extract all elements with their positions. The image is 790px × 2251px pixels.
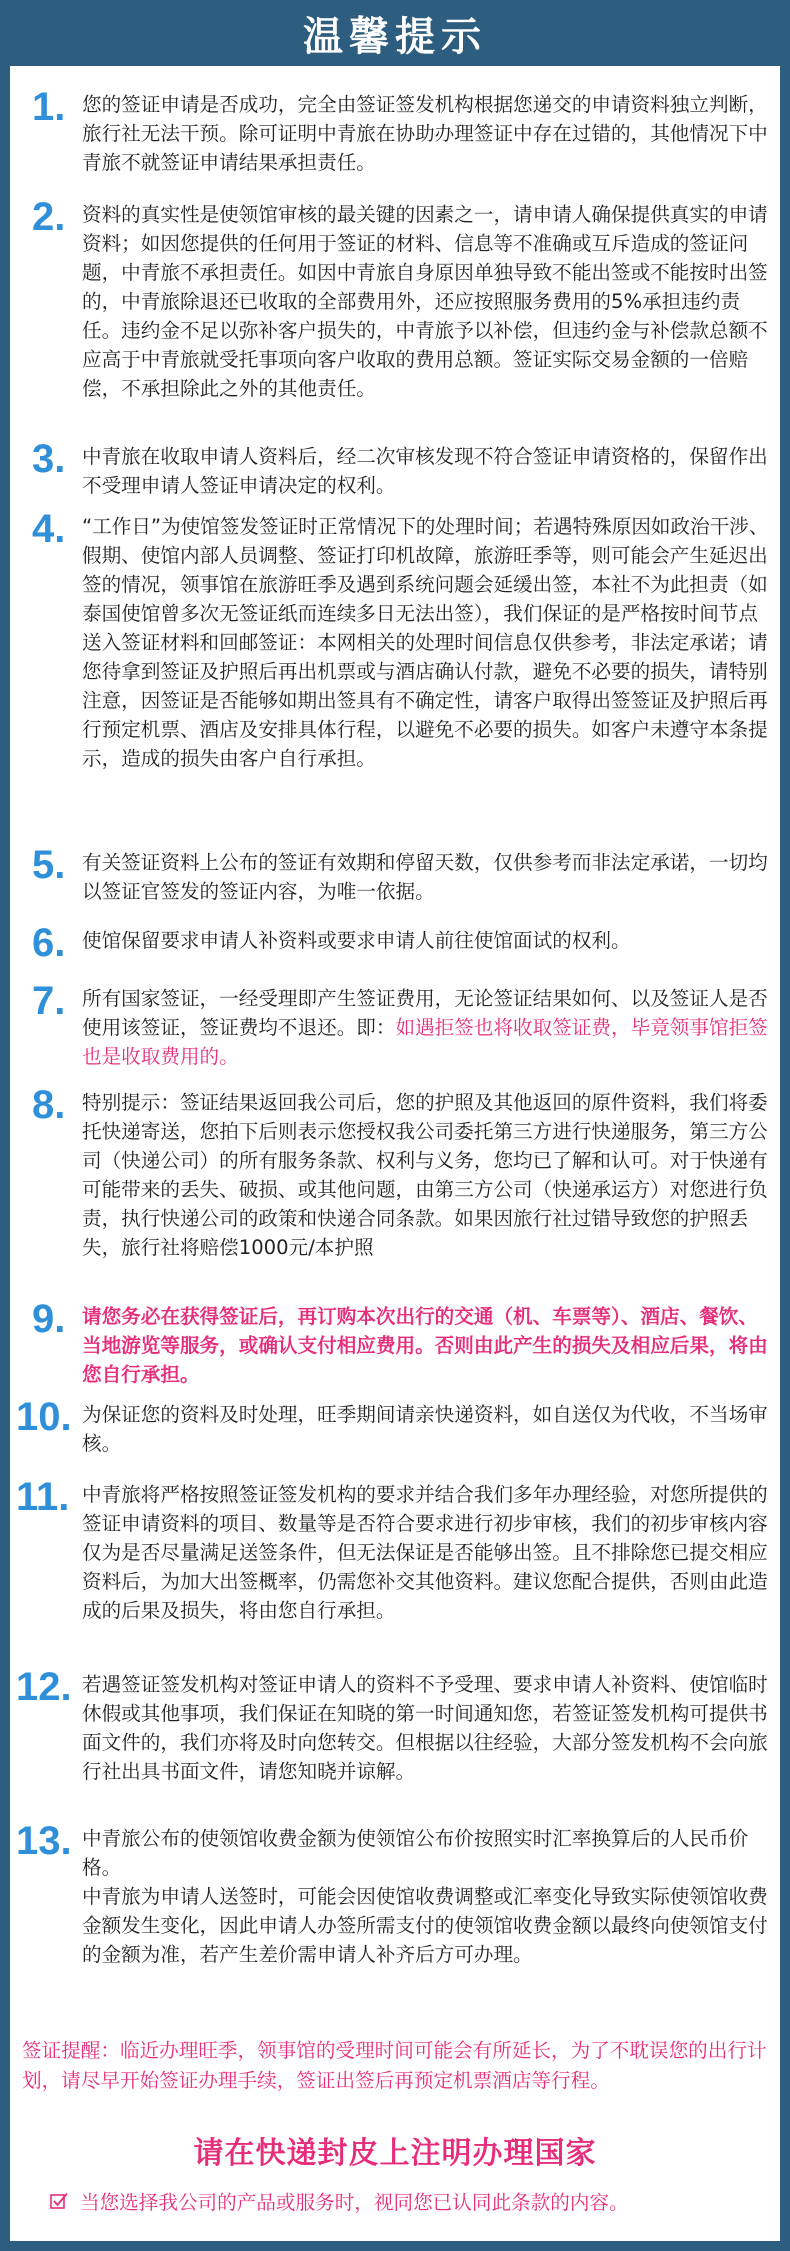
item-number: 10. xyxy=(16,1395,72,1439)
visa-reminder: 签证提醒：临近办理旺季，领事馆的受理时间可能会有所延长，为了不耽误您的出行计划，请尽早开始签证办理手续，签证出签后再预定机票酒店等行程。 xyxy=(22,2039,767,2092)
item-number: 4. xyxy=(32,507,66,551)
item-text: 为保证您的资料及时处理，旺季期间请亲快递资料，如自送仅为代收，不当场审核。 xyxy=(82,1403,768,1455)
item-text-warning: 请您务必在获得签证后，再订购本次出行的交通（机、车票等）、酒店、餐饮、当地游览等服务，或确认支付相应费用。否则由此产生的损失及相应后果，将由您自行承担。 xyxy=(82,1305,768,1386)
item-number: 13. xyxy=(16,1819,72,1863)
checkbox-icon xyxy=(50,2192,68,2210)
item-text: 使馆保留要求申请人补资料或要求申请人前往使馆面试的权利。 xyxy=(82,929,631,952)
item-text: “工作日”为使馆签发签证时正常情况下的处理时间；若遇特殊原因如政治干涉、假期、使馆内部人员调整、签证打印机故障，旅游旺季等，则可能会产生延迟出签的情况，领事馆在旅游旺季及遇到系统问题会延缓出签，本社不为此担责（如泰国使馆曾多次无签证纸而连续多日无法出签），我们保证的是严格按时间节点送入签证材料和回邮签证：本网相关的处理时间信息仅供参考，非法定承诺；请您待拿到签证及护照后再出机票或与酒店确认付款，避免不必要的损失，请特别注意，因签证是否能够如期出签具有不确定性，请客户取得出签签证及护照后再行预定机票、酒店及安排具体行程，以避免不必要的损失。如客户未遵守本条提示，造成的损失由客户自行承担。 xyxy=(82,515,769,770)
footer-note-text: 当您选择我公司的产品或服务时，视同您已认同此条款的内容。 xyxy=(80,2191,629,2214)
footer-note xyxy=(50,2186,770,2215)
item-number: 3. xyxy=(32,437,66,481)
footer-title: 请在快递封皮上注明办理国家 xyxy=(193,2136,597,2171)
item-number: 9. xyxy=(32,1297,66,1341)
item-text: 资料的真实性是使领馆审核的最关键的因素之一，请申请人确保提供真实的申请资料；如因您提供的任何用于签证的材料、信息等不准确或互斥造成的签证问题，中青旅不承担责任。如因中青旅自身原因单独导致不能出签或不能按时出签的，中青旅除退还已收取的全部费用外，还应按照服务费用的5%承担违约责任。违约金不足以弥补客户损失的，中青旅予以补偿，但违约金与补偿款总额不应高于中青旅就受托事项向客户收取的费用总额。签证实际交易金额的一倍赔偿，不承担除此之外的其他责任。 xyxy=(82,203,768,400)
item-text: 若遇签证签发机构对签证申请人的资料不予受理、要求申请人补资料、使馆临时休假或其他事项，我们保证在知晓的第一时间通知您，若签证签发机构可提供书面文件的，我们亦将及时向您转交。但根据以往经验，大部分签发机构不会向旅行社出具书面文件，请您知晓并谅解。 xyxy=(82,1673,768,1783)
item-number: 5. xyxy=(32,843,66,887)
item-text xyxy=(82,984,772,1071)
item-text-part-1: 中青旅公布的使领馆收费金额为使领馆公布价按照实时汇率换算后的人民币价格。 xyxy=(82,1827,749,1879)
item-number: 8. xyxy=(32,1083,66,1127)
notice-panel xyxy=(10,66,780,2241)
item-number: 6. xyxy=(32,921,66,965)
item-text-highlight: 如遇拒签也将收取签证费，毕竟领事馆拒签也是收取费用的。 xyxy=(82,1016,768,1068)
item-text-part-2: 中青旅为申请人送签时，可能会因使馆收费调整或汇率变化导致实际使领馆收费金额发生变化，因此申请人办签所需支付的使领馆收费金额以最终向使领馆支付的金额为准，若产生差价需申请人补齐后方可办理。 xyxy=(82,1885,768,1966)
item-text xyxy=(82,1824,772,1969)
item-text: 有关签证资料上公布的签证有效期和停留天数，仅供参考而非法定承诺，一切均以签证官签发的签证内容，为唯一依据。 xyxy=(82,851,768,903)
item-text: 特别提示：签证结果返回我公司后，您的护照及其他返回的原件资料，我们将委托快递寄送，您拍下后则表示您授权我公司委托第三方进行快递服务，第三方公司（快递公司）的所有服务条款、权利与义务，您均已了解和认可。对于快递有可能带来的丢失、破损、或其他问题，由第三方公司（快递承运方）对您进行负责，执行快递公司的政策和快递合同条款。如果因旅行社过错导致您的护照丢失，旅行社将赔偿1000元/本护照 xyxy=(82,1091,768,1259)
item-text: 中青旅在收取申请人资料后，经二次审核发现不符合签证申请资格的，保留作出不受理申请人签证申请决定的权利。 xyxy=(82,445,768,497)
item-text-plain: 所有国家签证，一经受理即产生签证费用，无论签证结果如何、以及签证人是否使用该签证，签证费均不退还。即： xyxy=(82,987,768,1039)
page-header xyxy=(0,0,790,66)
page-title: 温馨提示 xyxy=(303,13,487,60)
item-text: 您的签证申请是否成功，完全由签证签发机构根据您递交的申请资料独立判断，旅行社无法干预。除可证明中青旅在协助办理签证中存在过错的，其他情况下中青旅不就签证申请结果承担责任。 xyxy=(82,93,768,174)
item-number: 12. xyxy=(16,1665,72,1709)
item-number: 7. xyxy=(32,979,66,1023)
item-number: 1. xyxy=(32,85,66,129)
item-number: 11. xyxy=(16,1475,70,1519)
item-text: 中青旅将严格按照签证签发机构的要求并结合我们多年办理经验，对您所提供的签证申请资料的项目、数量等是否符合要求进行初步审核，我们的初步审核内容仅为是否尽量满足送签条件，但无法保证是否能够出签。且不排除您已提交相应资料后，为加大出签概率，仍需您补交其他资料。建议您配合提供，否则由此造成的后果及损失，将由您自行承担。 xyxy=(82,1483,768,1622)
item-number: 2. xyxy=(32,195,66,239)
